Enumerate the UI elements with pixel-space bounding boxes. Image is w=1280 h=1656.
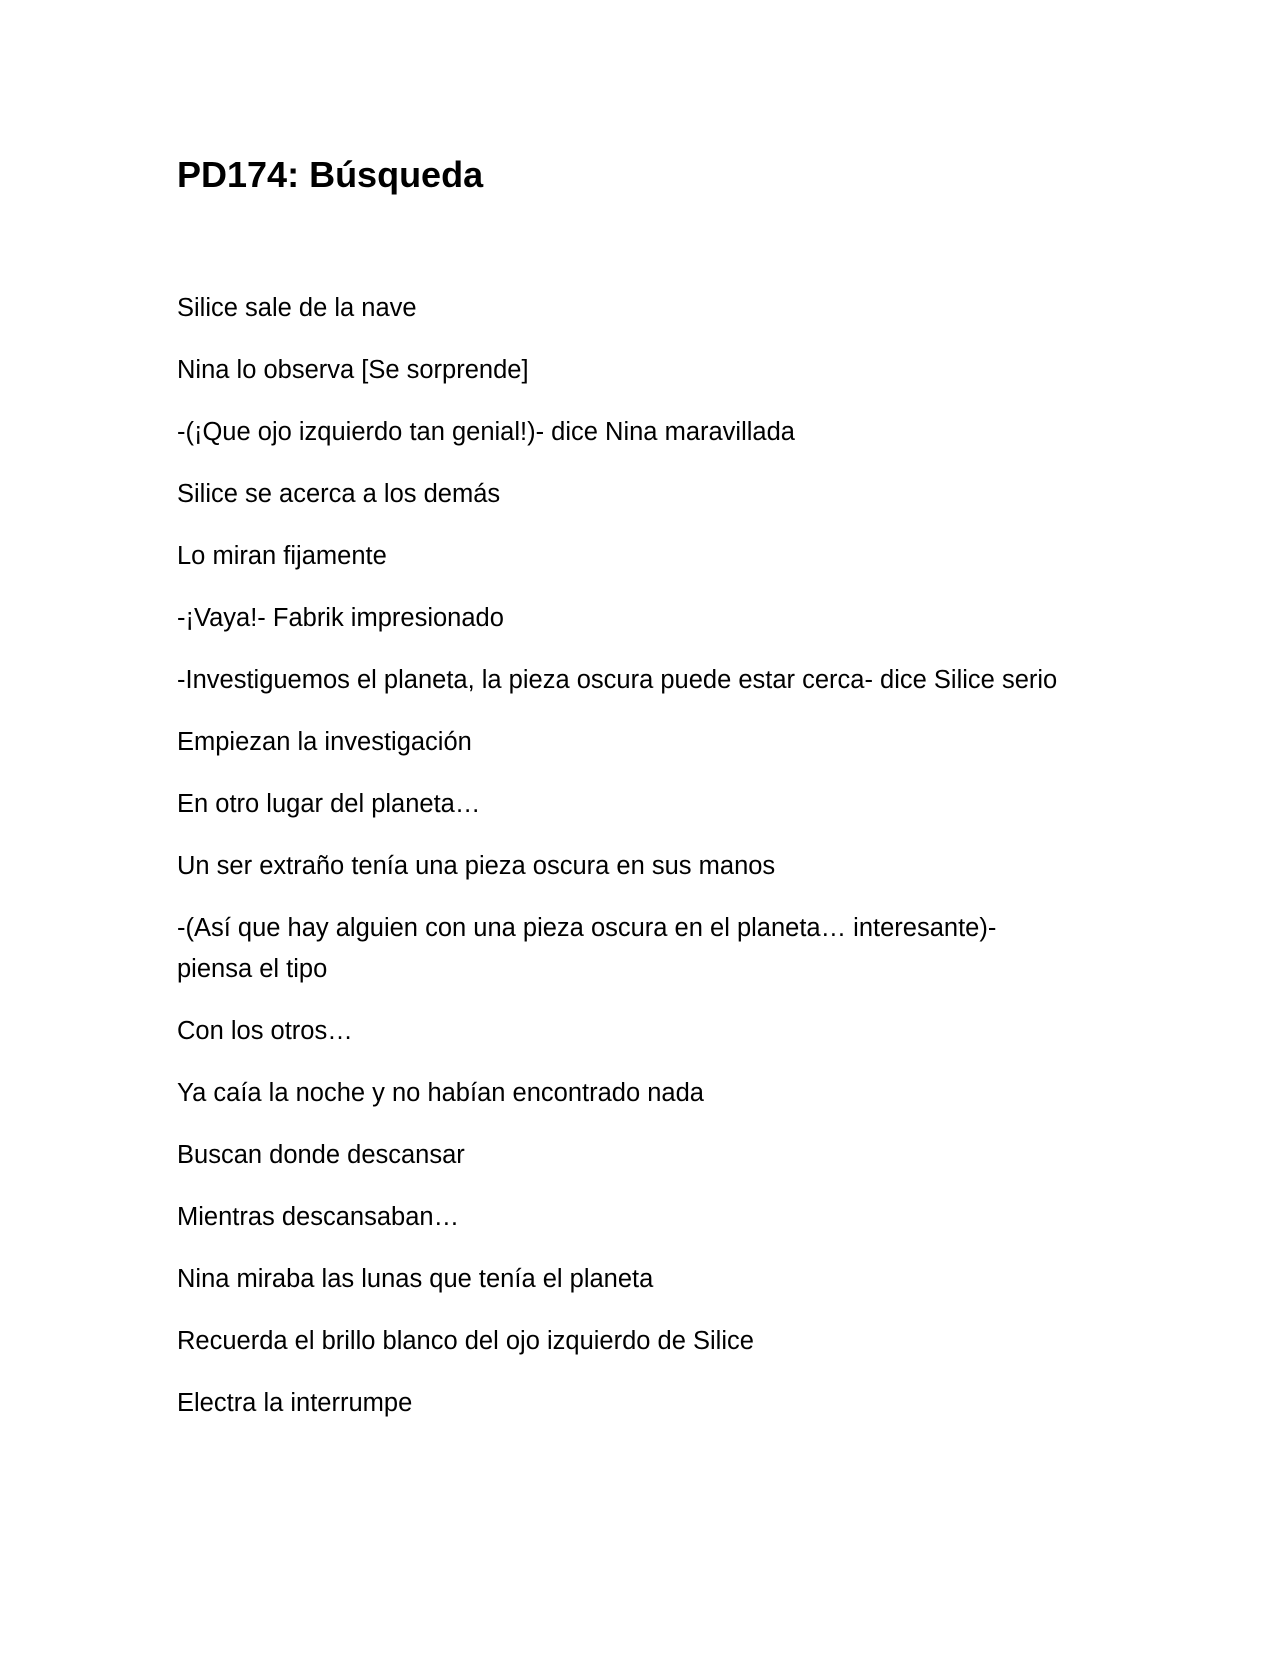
paragraph-line: Con los otros… [177,1017,353,1045]
paragraph-line: Ya caía la noche y no habían encontrado nada [177,1079,704,1107]
paragraph-line: Silice sale de la nave [177,294,417,322]
paragraph-line: Nina miraba las lunas que tenía el planeta [177,1265,654,1293]
document-title: PD174: Búsqueda [177,154,484,195]
paragraph-line: Un ser extraño tenía una pieza oscura en sus manos [177,852,776,880]
paragraph-line: En otro lugar del planeta… [177,790,481,818]
document-body [177,288,1097,1424]
paragraph-line: -¡Vaya!- Fabrik impresionado [177,604,504,632]
paragraph-line: -Investiguemos el planeta, la pieza oscura puede estar cerca- dice Silice serio [177,666,1058,694]
paragraph-line: Silice se acerca a los demás [177,480,501,508]
document-content [177,150,1097,1445]
paragraph-line: Buscan donde descansar [177,1141,465,1169]
paragraph-line: Electra la interrumpe [177,1389,413,1417]
paragraph-line: Nina lo observa [Se sorprende] [177,356,529,384]
paragraph-line: Mientras descansaban… [177,1203,460,1231]
paragraph-line: Empiezan la investigación [177,728,472,756]
paragraph-line: Lo miran fijamente [177,542,387,570]
paragraph-line: -(Así que hay alguien con una pieza oscura en el planeta… interesante)- piensa el tipo [177,914,997,983]
paragraph-line: Recuerda el brillo blanco del ojo izquierdo de Silice [177,1327,754,1355]
paragraph-line: -(¡Que ojo izquierdo tan genial!)- dice Nina maravillada [177,418,795,446]
